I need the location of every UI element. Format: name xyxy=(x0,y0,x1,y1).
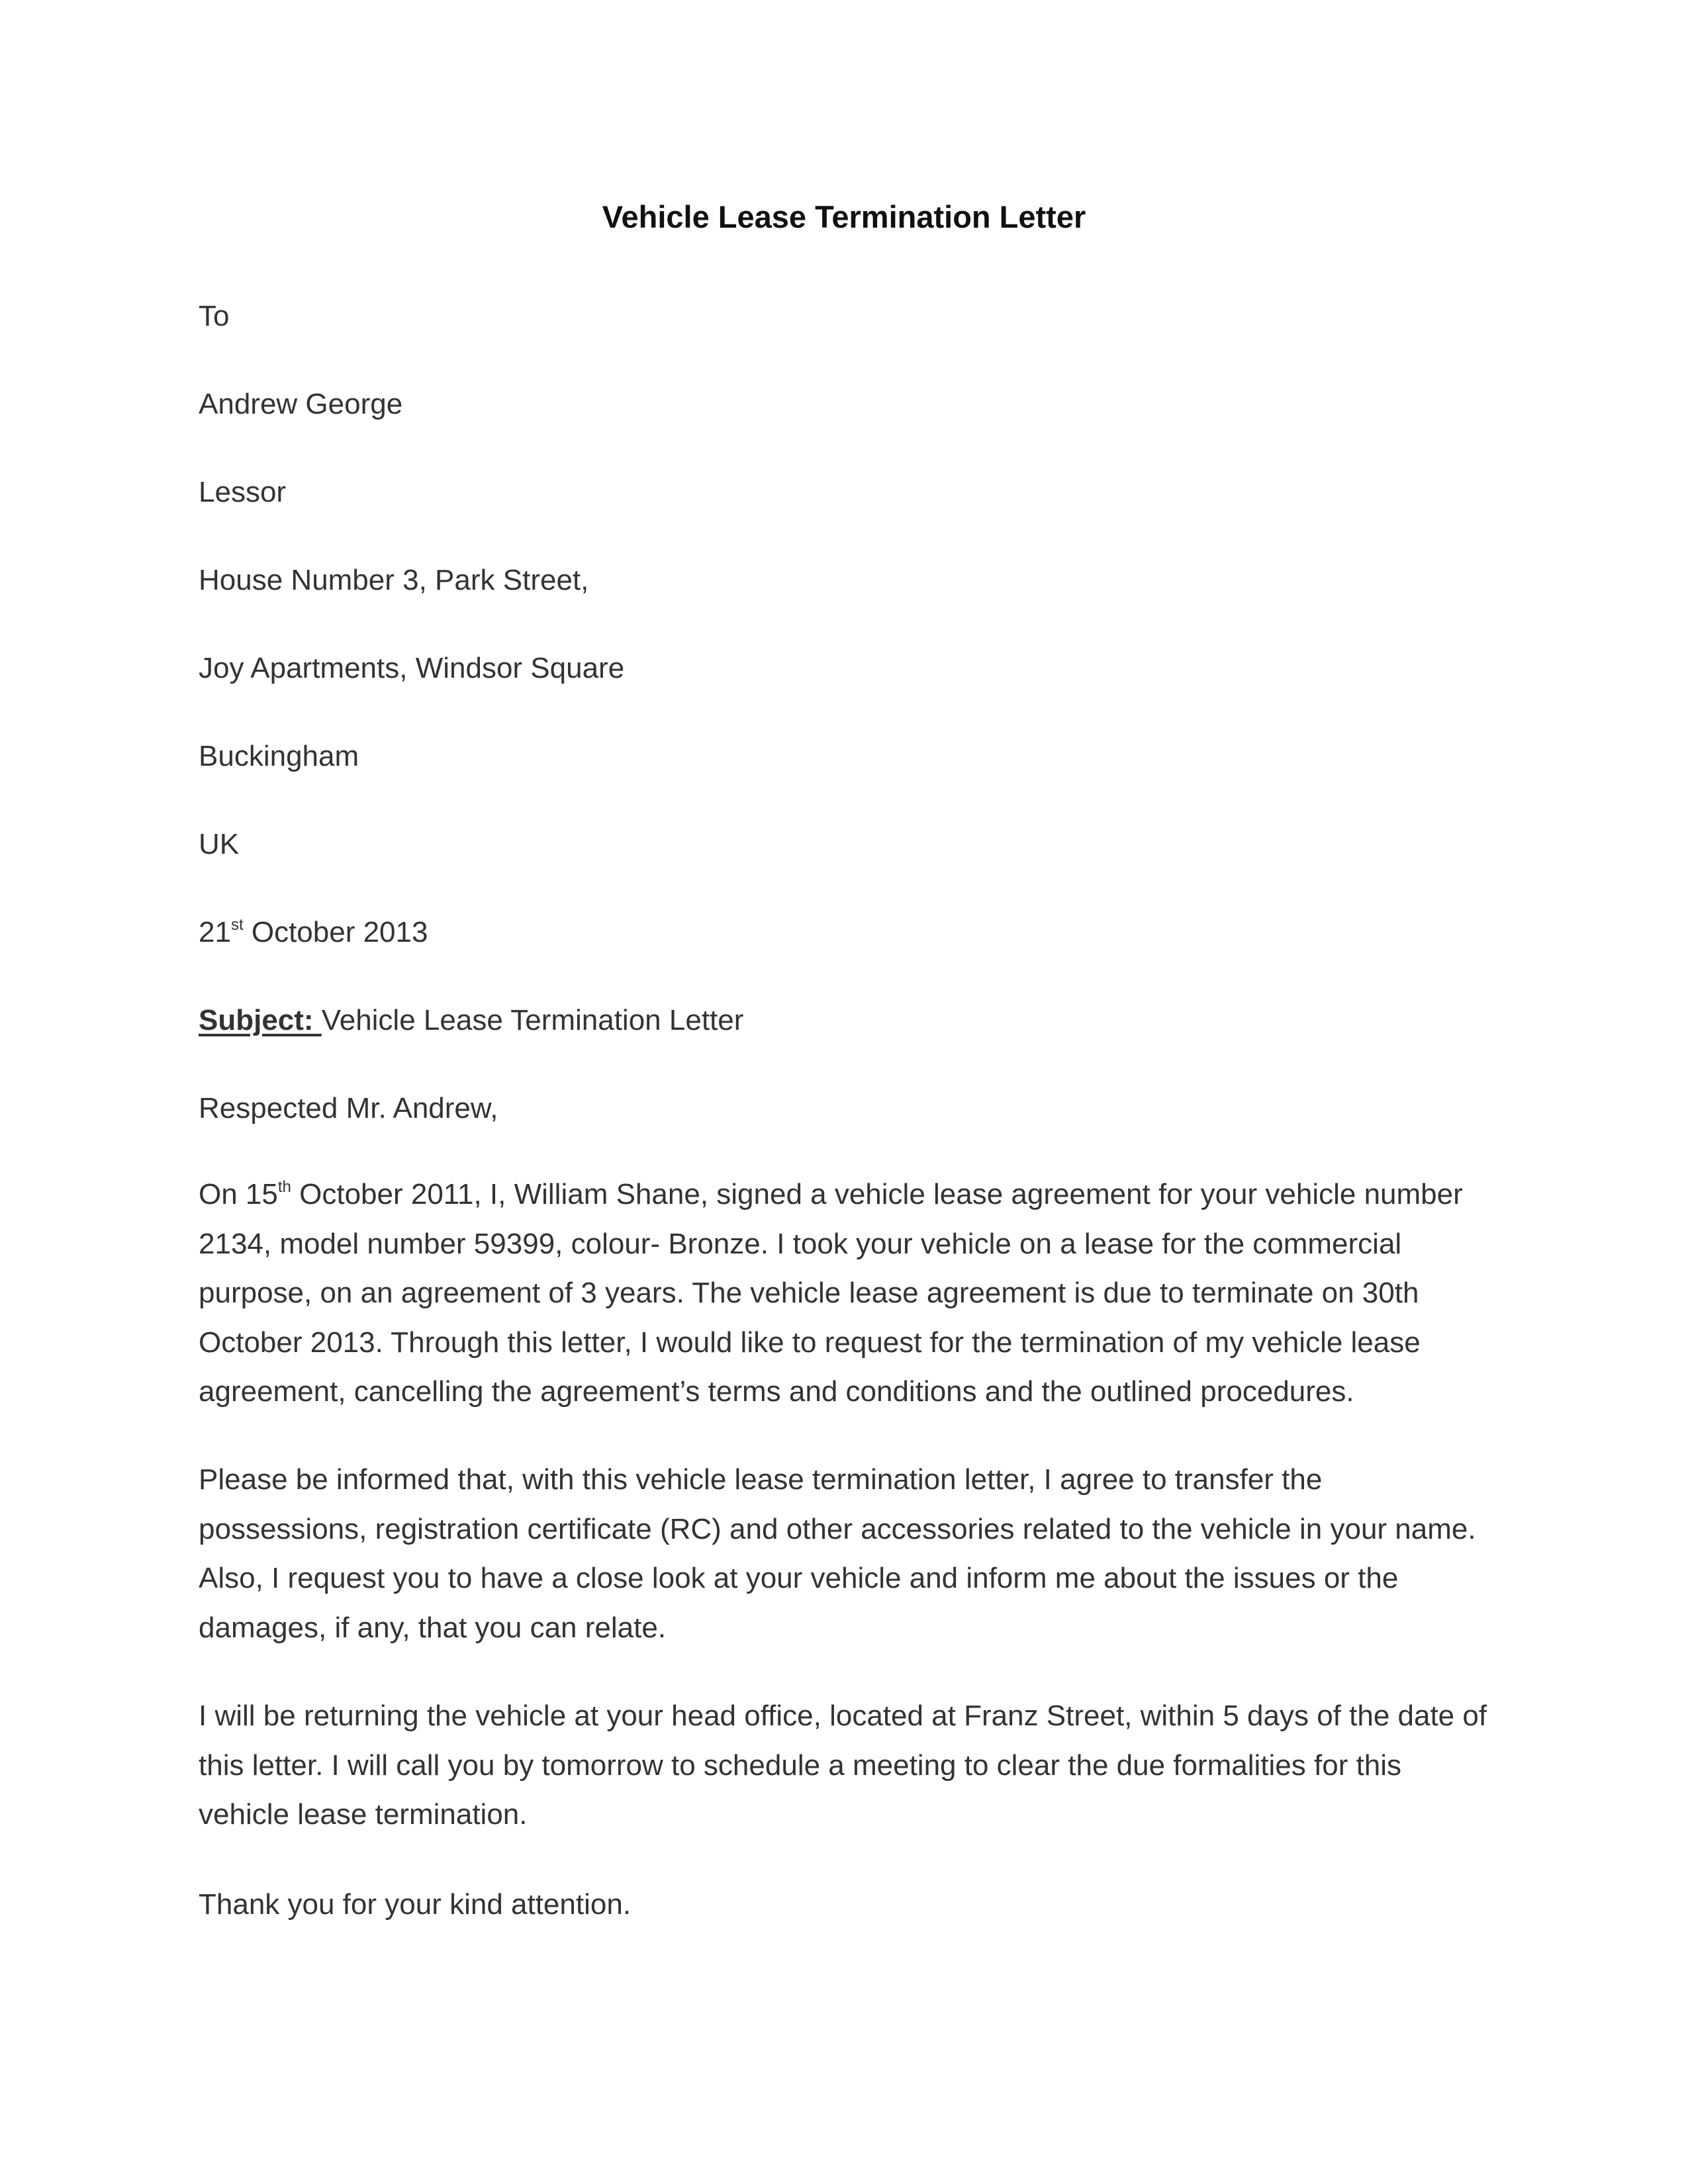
subject-line xyxy=(199,1002,743,1039)
salutation: Respected Mr. Andrew, xyxy=(199,1092,498,1124)
paragraph-line: Also, I request you to have a close look at your vehicle and inform me about the issues or the xyxy=(199,1562,1399,1594)
paragraph-line: October 2013. Through this letter, I would like to request for the termination of my vehicle lease xyxy=(199,1326,1421,1359)
paragraph-line xyxy=(199,1170,1496,1220)
p1-suffix: th xyxy=(277,1178,291,1196)
paragraph-line: possessions, registration certificate (RC) and other accessories related to the vehicle in your name. xyxy=(199,1512,1476,1545)
address-line-2: Joy Apartments, Windsor Square xyxy=(199,652,625,684)
p1-prefix: On 15 xyxy=(199,1178,278,1210)
paragraph-line: this letter. I will call you by tomorrow to schedule a meeting to clear the due formalities for this xyxy=(199,1749,1402,1782)
paragraph-line: purpose, on an agreement of 3 years. The vehicle lease agreement is due to terminate on 30th xyxy=(199,1277,1419,1309)
letter-title: Vehicle Lease Termination Letter xyxy=(602,199,1086,234)
address-country: UK xyxy=(199,828,240,860)
subject-text: Vehicle Lease Termination Letter xyxy=(321,1004,744,1036)
p1-line1-rest: October 2011, I, William Shane, signed a vehicle lease agreement for your vehicle number xyxy=(291,1178,1463,1210)
paragraph-line: damages, if any, that you can relate. xyxy=(199,1611,667,1644)
date-rest: October 2013 xyxy=(243,916,428,948)
closing-line: Thank you for your kind attention. xyxy=(199,1888,632,1921)
body-paragraph-3 xyxy=(199,1692,1496,1840)
recipient-role: Lessor xyxy=(199,476,287,508)
body-paragraph-2 xyxy=(199,1455,1496,1653)
date-suffix: st xyxy=(230,916,244,934)
to-line: To xyxy=(199,300,230,332)
paragraph-line: vehicle lease termination. xyxy=(199,1798,528,1831)
address-city: Buckingham xyxy=(199,740,359,772)
letter-date xyxy=(199,914,428,951)
date-day: 21 xyxy=(199,916,231,948)
paragraph-line: agreement, cancelling the agreement’s terms and conditions and the outlined procedures. xyxy=(199,1375,1354,1408)
body-paragraph-1 xyxy=(199,1170,1496,1417)
paragraph-line: I will be returning the vehicle at your head office, located at Franz Street, within 5 days of the date of xyxy=(199,1700,1487,1732)
address-line-1: House Number 3, Park Street, xyxy=(199,564,589,596)
subject-label: Subject: xyxy=(199,1004,322,1036)
recipient-name: Andrew George xyxy=(199,388,403,420)
paragraph-line: 2134, model number 59399, colour- Bronze. I took your vehicle on a lease for the commercial xyxy=(199,1227,1402,1260)
paragraph-line: Please be informed that, with this vehicle lease termination letter, I agree to transfer the xyxy=(199,1463,1323,1496)
